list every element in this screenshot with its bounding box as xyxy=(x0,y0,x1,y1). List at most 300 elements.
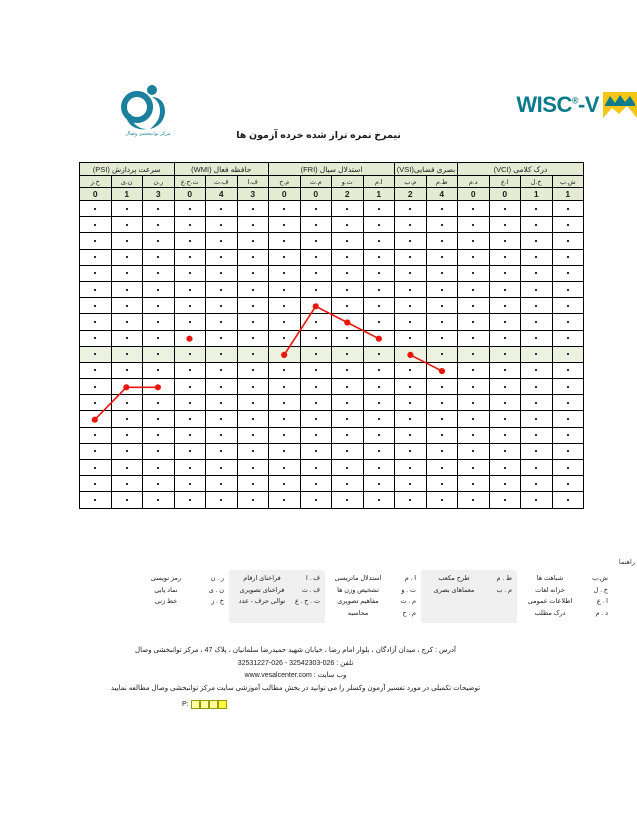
grid-cell[interactable] xyxy=(458,330,490,346)
grid-cell[interactable] xyxy=(80,395,112,411)
grid-cell[interactable] xyxy=(395,217,427,233)
grid-cell[interactable] xyxy=(269,492,301,508)
grid-cell[interactable] xyxy=(237,217,269,233)
grid-cell[interactable] xyxy=(363,265,395,281)
grid-cell[interactable] xyxy=(363,443,395,459)
grid-cell[interactable] xyxy=(332,362,364,378)
grid-cell[interactable] xyxy=(143,427,175,443)
grid-cell[interactable] xyxy=(300,281,332,297)
grid-cell[interactable] xyxy=(332,460,364,476)
grid-cell[interactable] xyxy=(80,443,112,459)
grid-cell[interactable] xyxy=(395,362,427,378)
grid-cell[interactable] xyxy=(237,201,269,217)
grid-cell[interactable] xyxy=(206,346,238,362)
grid-cell[interactable] xyxy=(332,395,364,411)
grid-cell[interactable] xyxy=(552,201,584,217)
grid-cell[interactable] xyxy=(426,492,458,508)
grid-cell[interactable] xyxy=(458,460,490,476)
grid-cell[interactable] xyxy=(489,249,521,265)
grid-cell[interactable] xyxy=(521,443,553,459)
grid-cell[interactable] xyxy=(458,249,490,265)
grid-cell[interactable] xyxy=(458,492,490,508)
grid-cell[interactable] xyxy=(395,249,427,265)
grid-cell[interactable] xyxy=(174,379,206,395)
grid-cell[interactable] xyxy=(300,298,332,314)
grid-cell[interactable] xyxy=(426,395,458,411)
grid-cell[interactable] xyxy=(426,379,458,395)
grid-cell[interactable] xyxy=(426,314,458,330)
grid-cell[interactable] xyxy=(395,395,427,411)
grid-cell[interactable] xyxy=(143,443,175,459)
grid-cell[interactable] xyxy=(363,217,395,233)
grid-cell[interactable] xyxy=(458,217,490,233)
grid-cell[interactable] xyxy=(489,379,521,395)
grid-cell[interactable] xyxy=(143,460,175,476)
grid-cell[interactable] xyxy=(552,411,584,427)
grid-cell[interactable] xyxy=(332,233,364,249)
grid-cell[interactable] xyxy=(332,265,364,281)
grid-cell[interactable] xyxy=(143,298,175,314)
grid-cell[interactable] xyxy=(521,362,553,378)
grid-cell[interactable] xyxy=(395,346,427,362)
grid-cell[interactable] xyxy=(80,346,112,362)
grid-cell[interactable] xyxy=(111,346,143,362)
grid-cell[interactable] xyxy=(521,217,553,233)
grid-cell[interactable] xyxy=(521,249,553,265)
grid-cell[interactable] xyxy=(111,379,143,395)
grid-cell[interactable] xyxy=(80,217,112,233)
grid-cell[interactable] xyxy=(300,379,332,395)
grid-cell[interactable] xyxy=(521,427,553,443)
grid-cell[interactable] xyxy=(174,362,206,378)
grid-cell[interactable] xyxy=(174,249,206,265)
grid-cell[interactable] xyxy=(426,346,458,362)
grid-cell[interactable] xyxy=(300,249,332,265)
grid-cell[interactable] xyxy=(237,330,269,346)
grid-cell[interactable] xyxy=(143,411,175,427)
grid-cell[interactable] xyxy=(332,330,364,346)
grid-cell[interactable] xyxy=(80,330,112,346)
grid-cell[interactable] xyxy=(458,298,490,314)
grid-cell[interactable] xyxy=(300,265,332,281)
grid-cell[interactable] xyxy=(332,298,364,314)
grid-cell[interactable] xyxy=(111,476,143,492)
grid-cell[interactable] xyxy=(458,346,490,362)
grid-cell[interactable] xyxy=(237,395,269,411)
grid-cell[interactable] xyxy=(552,395,584,411)
grid-cell[interactable] xyxy=(458,201,490,217)
grid-cell[interactable] xyxy=(269,233,301,249)
grid-cell[interactable] xyxy=(521,298,553,314)
grid-cell[interactable] xyxy=(395,411,427,427)
grid-cell[interactable] xyxy=(269,460,301,476)
grid-cell[interactable] xyxy=(269,314,301,330)
grid-cell[interactable] xyxy=(237,249,269,265)
grid-cell[interactable] xyxy=(80,460,112,476)
grid-cell[interactable] xyxy=(552,492,584,508)
grid-cell[interactable] xyxy=(269,217,301,233)
grid-cell[interactable] xyxy=(206,379,238,395)
grid-cell[interactable] xyxy=(395,201,427,217)
grid-cell[interactable] xyxy=(111,201,143,217)
grid-cell[interactable] xyxy=(80,201,112,217)
grid-cell[interactable] xyxy=(206,330,238,346)
grid-cell[interactable] xyxy=(395,427,427,443)
grid-cell[interactable] xyxy=(174,346,206,362)
grid-cell[interactable] xyxy=(552,362,584,378)
grid-cell[interactable] xyxy=(332,443,364,459)
grid-cell[interactable] xyxy=(521,411,553,427)
grid-cell[interactable] xyxy=(237,362,269,378)
grid-cell[interactable] xyxy=(174,395,206,411)
grid-cell[interactable] xyxy=(489,427,521,443)
grid-cell[interactable] xyxy=(300,346,332,362)
grid-cell[interactable] xyxy=(521,379,553,395)
grid-cell[interactable] xyxy=(269,346,301,362)
grid-cell[interactable] xyxy=(269,411,301,427)
grid-cell[interactable] xyxy=(552,330,584,346)
grid-cell[interactable] xyxy=(426,265,458,281)
grid-cell[interactable] xyxy=(363,395,395,411)
grid-cell[interactable] xyxy=(363,379,395,395)
grid-cell[interactable] xyxy=(111,298,143,314)
grid-cell[interactable] xyxy=(363,411,395,427)
grid-cell[interactable] xyxy=(206,265,238,281)
grid-cell[interactable] xyxy=(426,249,458,265)
grid-cell[interactable] xyxy=(395,492,427,508)
grid-cell[interactable] xyxy=(174,265,206,281)
grid-cell[interactable] xyxy=(521,201,553,217)
grid-cell[interactable] xyxy=(426,330,458,346)
grid-cell[interactable] xyxy=(363,427,395,443)
grid-cell[interactable] xyxy=(269,379,301,395)
grid-cell[interactable] xyxy=(395,443,427,459)
grid-cell[interactable] xyxy=(111,249,143,265)
grid-cell[interactable] xyxy=(174,427,206,443)
grid-cell[interactable] xyxy=(426,476,458,492)
grid-cell[interactable] xyxy=(237,379,269,395)
grid-cell[interactable] xyxy=(395,476,427,492)
grid-cell[interactable] xyxy=(206,281,238,297)
grid-cell[interactable] xyxy=(237,265,269,281)
grid-cell[interactable] xyxy=(206,362,238,378)
grid-cell[interactable] xyxy=(458,476,490,492)
grid-cell[interactable] xyxy=(269,201,301,217)
grid-cell[interactable] xyxy=(143,201,175,217)
grid-cell[interactable] xyxy=(363,249,395,265)
grid-cell[interactable] xyxy=(363,460,395,476)
grid-cell[interactable] xyxy=(363,492,395,508)
grid-cell[interactable] xyxy=(426,201,458,217)
grid-cell[interactable] xyxy=(174,492,206,508)
grid-cell[interactable] xyxy=(489,476,521,492)
grid-cell[interactable] xyxy=(332,492,364,508)
grid-cell[interactable] xyxy=(332,346,364,362)
grid-cell[interactable] xyxy=(143,281,175,297)
grid-cell[interactable] xyxy=(237,281,269,297)
grid-cell[interactable] xyxy=(111,233,143,249)
grid-cell[interactable] xyxy=(174,443,206,459)
grid-cell[interactable] xyxy=(363,298,395,314)
grid-cell[interactable] xyxy=(489,443,521,459)
grid-cell[interactable] xyxy=(363,476,395,492)
grid-cell[interactable] xyxy=(552,249,584,265)
grid-cell[interactable] xyxy=(426,411,458,427)
grid-cell[interactable] xyxy=(552,427,584,443)
grid-cell[interactable] xyxy=(489,411,521,427)
grid-cell[interactable] xyxy=(111,217,143,233)
grid-cell[interactable] xyxy=(174,233,206,249)
grid-cell[interactable] xyxy=(300,362,332,378)
grid-cell[interactable] xyxy=(206,233,238,249)
grid-cell[interactable] xyxy=(237,492,269,508)
grid-cell[interactable] xyxy=(269,330,301,346)
grid-cell[interactable] xyxy=(237,233,269,249)
grid-cell[interactable] xyxy=(521,492,553,508)
grid-cell[interactable] xyxy=(426,233,458,249)
grid-cell[interactable] xyxy=(521,233,553,249)
grid-cell[interactable] xyxy=(111,395,143,411)
grid-cell[interactable] xyxy=(552,460,584,476)
grid-cell[interactable] xyxy=(395,265,427,281)
grid-cell[interactable] xyxy=(206,476,238,492)
grid-cell[interactable] xyxy=(269,249,301,265)
grid-cell[interactable] xyxy=(174,298,206,314)
grid-cell[interactable] xyxy=(426,460,458,476)
grid-cell[interactable] xyxy=(269,265,301,281)
grid-cell[interactable] xyxy=(300,476,332,492)
grid-cell[interactable] xyxy=(237,346,269,362)
grid-cell[interactable] xyxy=(143,233,175,249)
grid-cell[interactable] xyxy=(458,427,490,443)
grid-cell[interactable] xyxy=(363,314,395,330)
grid-cell[interactable] xyxy=(521,330,553,346)
grid-cell[interactable] xyxy=(300,217,332,233)
grid-cell[interactable] xyxy=(206,395,238,411)
grid-cell[interactable] xyxy=(489,362,521,378)
grid-cell[interactable] xyxy=(111,330,143,346)
grid-cell[interactable] xyxy=(111,443,143,459)
grid-cell[interactable] xyxy=(237,314,269,330)
grid-cell[interactable] xyxy=(552,476,584,492)
grid-cell[interactable] xyxy=(174,330,206,346)
grid-cell[interactable] xyxy=(521,395,553,411)
grid-cell[interactable] xyxy=(300,314,332,330)
grid-cell[interactable] xyxy=(458,362,490,378)
grid-cell[interactable] xyxy=(363,362,395,378)
grid-cell[interactable] xyxy=(206,201,238,217)
grid-cell[interactable] xyxy=(332,314,364,330)
grid-cell[interactable] xyxy=(426,427,458,443)
grid-cell[interactable] xyxy=(80,411,112,427)
grid-cell[interactable] xyxy=(80,427,112,443)
grid-cell[interactable] xyxy=(332,411,364,427)
grid-cell[interactable] xyxy=(426,217,458,233)
grid-cell[interactable] xyxy=(521,265,553,281)
grid-cell[interactable] xyxy=(143,346,175,362)
grid-cell[interactable] xyxy=(143,265,175,281)
grid-cell[interactable] xyxy=(332,379,364,395)
grid-cell[interactable] xyxy=(363,346,395,362)
grid-cell[interactable] xyxy=(552,298,584,314)
grid-cell[interactable] xyxy=(458,379,490,395)
grid-cell[interactable] xyxy=(206,298,238,314)
grid-cell[interactable] xyxy=(332,427,364,443)
grid-cell[interactable] xyxy=(426,298,458,314)
grid-cell[interactable] xyxy=(300,460,332,476)
grid-cell[interactable] xyxy=(458,265,490,281)
grid-cell[interactable] xyxy=(552,314,584,330)
footer-website[interactable]: وب سایت : www.vesalcenter.com xyxy=(244,672,347,679)
grid-cell[interactable] xyxy=(143,330,175,346)
grid-cell[interactable] xyxy=(489,314,521,330)
grid-cell[interactable] xyxy=(395,379,427,395)
grid-cell[interactable] xyxy=(552,379,584,395)
grid-cell[interactable] xyxy=(552,233,584,249)
grid-cell[interactable] xyxy=(489,265,521,281)
grid-cell[interactable] xyxy=(489,298,521,314)
grid-cell[interactable] xyxy=(489,201,521,217)
grid-cell[interactable] xyxy=(143,249,175,265)
grid-cell[interactable] xyxy=(143,395,175,411)
grid-cell[interactable] xyxy=(332,476,364,492)
grid-cell[interactable] xyxy=(174,201,206,217)
grid-cell[interactable] xyxy=(552,281,584,297)
grid-cell[interactable] xyxy=(395,460,427,476)
grid-cell[interactable] xyxy=(458,233,490,249)
grid-cell[interactable] xyxy=(111,281,143,297)
grid-cell[interactable] xyxy=(363,281,395,297)
grid-cell[interactable] xyxy=(237,298,269,314)
grid-cell[interactable] xyxy=(111,411,143,427)
grid-cell[interactable] xyxy=(143,362,175,378)
grid-cell[interactable] xyxy=(521,314,553,330)
grid-cell[interactable] xyxy=(269,395,301,411)
grid-cell[interactable] xyxy=(80,233,112,249)
grid-cell[interactable] xyxy=(206,443,238,459)
grid-cell[interactable] xyxy=(80,249,112,265)
grid-cell[interactable] xyxy=(237,411,269,427)
grid-cell[interactable] xyxy=(111,427,143,443)
grid-cell[interactable] xyxy=(552,443,584,459)
grid-cell[interactable] xyxy=(395,314,427,330)
grid-cell[interactable] xyxy=(80,476,112,492)
grid-cell[interactable] xyxy=(206,411,238,427)
grid-cell[interactable] xyxy=(174,411,206,427)
grid-cell[interactable] xyxy=(332,249,364,265)
grid-cell[interactable] xyxy=(269,298,301,314)
grid-cell[interactable] xyxy=(363,330,395,346)
grid-cell[interactable] xyxy=(143,492,175,508)
grid-cell[interactable] xyxy=(521,346,553,362)
grid-cell[interactable] xyxy=(489,233,521,249)
grid-cell[interactable] xyxy=(174,314,206,330)
grid-cell[interactable] xyxy=(300,492,332,508)
grid-cell[interactable] xyxy=(269,443,301,459)
grid-cell[interactable] xyxy=(458,314,490,330)
grid-cell[interactable] xyxy=(80,362,112,378)
grid-cell[interactable] xyxy=(489,346,521,362)
grid-cell[interactable] xyxy=(458,281,490,297)
grid-cell[interactable] xyxy=(80,281,112,297)
grid-cell[interactable] xyxy=(521,281,553,297)
grid-cell[interactable] xyxy=(300,201,332,217)
grid-cell[interactable] xyxy=(206,460,238,476)
grid-cell[interactable] xyxy=(111,362,143,378)
grid-cell[interactable] xyxy=(363,201,395,217)
grid-cell[interactable] xyxy=(269,476,301,492)
grid-cell[interactable] xyxy=(521,476,553,492)
grid-cell[interactable] xyxy=(174,460,206,476)
grid-cell[interactable] xyxy=(552,265,584,281)
grid-cell[interactable] xyxy=(174,476,206,492)
grid-cell[interactable] xyxy=(237,476,269,492)
grid-cell[interactable] xyxy=(300,411,332,427)
grid-cell[interactable] xyxy=(300,233,332,249)
grid-cell[interactable] xyxy=(426,362,458,378)
grid-cell[interactable] xyxy=(395,233,427,249)
grid-cell[interactable] xyxy=(489,492,521,508)
grid-cell[interactable] xyxy=(489,330,521,346)
grid-cell[interactable] xyxy=(332,201,364,217)
grid-cell[interactable] xyxy=(426,281,458,297)
grid-cell[interactable] xyxy=(111,314,143,330)
grid-cell[interactable] xyxy=(458,395,490,411)
grid-cell[interactable] xyxy=(80,265,112,281)
grid-cell[interactable] xyxy=(395,330,427,346)
grid-cell[interactable] xyxy=(489,395,521,411)
grid-cell[interactable] xyxy=(80,492,112,508)
grid-cell[interactable] xyxy=(111,265,143,281)
grid-cell[interactable] xyxy=(206,492,238,508)
grid-cell[interactable] xyxy=(269,427,301,443)
grid-cell[interactable] xyxy=(143,476,175,492)
grid-cell[interactable] xyxy=(80,379,112,395)
grid-cell[interactable] xyxy=(111,460,143,476)
grid-cell[interactable] xyxy=(332,281,364,297)
grid-cell[interactable] xyxy=(206,217,238,233)
grid-cell[interactable] xyxy=(300,330,332,346)
grid-cell[interactable] xyxy=(143,379,175,395)
grid-cell[interactable] xyxy=(521,460,553,476)
grid-cell[interactable] xyxy=(269,362,301,378)
grid-cell[interactable] xyxy=(552,346,584,362)
grid-cell[interactable] xyxy=(80,314,112,330)
grid-cell[interactable] xyxy=(395,298,427,314)
grid-cell[interactable] xyxy=(489,460,521,476)
grid-cell[interactable] xyxy=(237,427,269,443)
grid-cell[interactable] xyxy=(552,217,584,233)
grid-cell[interactable] xyxy=(395,281,427,297)
grid-cell[interactable] xyxy=(363,233,395,249)
grid-cell[interactable] xyxy=(426,443,458,459)
grid-cell[interactable] xyxy=(143,314,175,330)
grid-cell[interactable] xyxy=(111,492,143,508)
grid-cell[interactable] xyxy=(458,443,490,459)
grid-cell[interactable] xyxy=(237,443,269,459)
grid-cell[interactable] xyxy=(237,460,269,476)
grid-cell[interactable] xyxy=(300,443,332,459)
grid-cell[interactable] xyxy=(174,217,206,233)
grid-cell[interactable] xyxy=(269,281,301,297)
grid-cell[interactable] xyxy=(206,427,238,443)
grid-cell[interactable] xyxy=(206,314,238,330)
grid-cell[interactable] xyxy=(458,411,490,427)
grid-cell[interactable] xyxy=(206,249,238,265)
grid-cell[interactable] xyxy=(332,217,364,233)
grid-cell[interactable] xyxy=(80,298,112,314)
grid-cell[interactable] xyxy=(174,281,206,297)
